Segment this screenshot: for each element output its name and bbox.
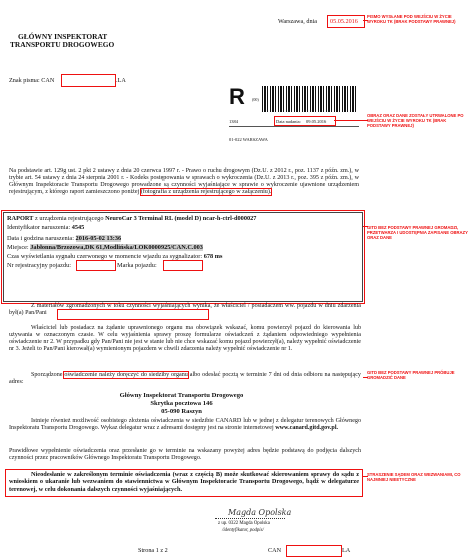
handwritten-signature: Magda Opolska bbox=[228, 508, 292, 517]
personal-submit-paragraph: Istnieje również możliwość osobistego złożenia oświadczenia w siedzibie CANARD lub w jednej z delegatur terenowych Głównego Inspektoratu Transportu Drogowego. Wykaz delegatur wraz z adresami dostępny jest na stronie internetowej www.canard.gitd.gov.pl. bbox=[9, 418, 361, 432]
report-plate-label: Nr rejestracyjny pojazdu: bbox=[7, 262, 71, 269]
report-line2: Identyfikator naruszenia: 4545 bbox=[7, 224, 85, 231]
org-line1: GŁÓWNY INSPEKTORAT bbox=[18, 32, 108, 41]
owner-name-redaction bbox=[57, 309, 209, 320]
footer-ref-redaction bbox=[286, 545, 342, 557]
org-line2: TRANSPORTU DROGOWEGO bbox=[10, 40, 115, 49]
owner-paragraph: Z materiałów zgromadzonych w toku czynności wyjaśniających wynika, że właściciel / posiadaczem ww. pojazdu w dniu zdarzenia był(a) Pan/Pani bbox=[9, 303, 361, 317]
annotation-photo: OBRAZ ORAZ DANE ZOSTAŁY UTRWALONE PO WEJŚCIU W ŻYCIE WYROKU TK (BRAK PODSTAWY PRAWNEJ) bbox=[367, 113, 464, 129]
page-number: Strona 1 z 2 bbox=[138, 547, 168, 554]
annotation-date: PISMO WYSŁANE POD WEJŚCIU W ŻYCIE WYROKU TK (BRAK PODSTAWY PRAWNEJ) bbox=[367, 14, 456, 25]
post-divider bbox=[229, 126, 359, 127]
report-line3: Data i godzina naruszenia: 2016-05-02 13:36 bbox=[7, 235, 122, 242]
make-redaction bbox=[163, 260, 203, 271]
form-paragraph: Prawidłowe wypełnienie oświadczenia oraz przesłanie go w terminie na wskazany powyżej adres będzie podstawą do podjęcia dalszych czynności przez pracowników Głównego Inspektoratu Transportu Drogowego. bbox=[9, 448, 361, 462]
report-make-label: Marka pojazdu: bbox=[117, 262, 157, 269]
date-sent-label: Data nadania: bbox=[276, 119, 301, 124]
registered-code: (00) bbox=[252, 97, 259, 102]
date-sent: 09.05.2016 bbox=[306, 119, 327, 124]
barcode bbox=[262, 86, 358, 112]
intro-paragraph bbox=[9, 168, 359, 196]
address-line1: Główny Inspektorat Transportu Drogowego bbox=[119, 392, 244, 399]
signature-name: z up. 0322 Magda Opolska bbox=[218, 521, 270, 526]
submit-highlight: oświadczenie należy doręczyć do siedziby organu bbox=[64, 372, 188, 378]
date-sent-box bbox=[274, 116, 336, 126]
plate-redaction bbox=[76, 260, 116, 271]
annotation-submit: GITD BEZ PODSTAWY PRAWNEJ PRÓBUJE GROMADZIĆ DANE bbox=[367, 370, 455, 381]
address-line2: Skrytka pocztowa 146 bbox=[150, 400, 213, 407]
submit-paragraph: Sporządzone oświadczenie należy doręczyć do siedziby organu albo odesłać pocztą w terminie 7 dni od dnia odbioru na następujący adres: bbox=[9, 372, 361, 386]
annotation-warning: STRASZENIE SĄDEM ORAZ WEZWANIAMI, CO NAJMNIEJ NIEETYCZNE bbox=[367, 472, 461, 483]
photo-note-highlight: (fotografia z urządzenia rejestrującego w załączeniu). bbox=[140, 189, 272, 196]
report-line5: Czas wyświetlania sygnału czerwonego w momencie wjazdu za sygnalizator: 678 ms bbox=[7, 253, 223, 260]
post-office: 01-022 WARSZAWA bbox=[229, 137, 268, 142]
date-highlight-box bbox=[327, 15, 365, 28]
address-line3: 05-090 Raszyn bbox=[161, 408, 202, 415]
reference-label: Znak pisma: CAN bbox=[9, 77, 55, 84]
connector-2 bbox=[334, 120, 368, 121]
annotation-report: GITD BEZ PODSTAWY PRAWNEJ GROMADZI, PRZETWARZA I UDOSTĘPNIA ZAPISANE OBRAZY ORAZ DANE bbox=[367, 225, 468, 241]
website-link[interactable]: www.canard.gitd.gov.pl. bbox=[275, 425, 339, 432]
place-date-label: Warszawa, dnia bbox=[278, 18, 318, 25]
warning-highlight-box bbox=[5, 469, 363, 497]
intro-text: Na podstawie art. 129g ust. 2 pkt 2 ustawy z dnia 20 czerwca 1997 r. - Prawo o ruchu drogowym (Dz.U. z 2012 r., poz. 1137 z późn. zm.), w trybie art. 54 ustawy z dnia 24 sierpnia 2001 r. - Kodeks postępowania w sprawach o wykroczenia (Dz.U. z 2013 r., poz. 395 z późn. zm.), w Głównym Inspektoracie Transportu Drogowego prowadzone są czynności wyjaśniające w sprawie o wykroczenie ujawnione urządzeniem rejestrującym, z którego raport zamieszczono poniżej bbox=[9, 168, 359, 196]
report-line4: Miejsce: Jabłonna/Brzozowa,DK 61,Modlińska/LOK0000925/CAN.C.003 bbox=[7, 244, 203, 251]
letter-date: 05.05.2016 bbox=[330, 18, 358, 25]
duty-paragraph: Właściciel lub posiadacz na żądanie uprawnionego organu ma obowiązek wskazać, komu powierzył pojazd do kierowania lub używania w oznaczonym czasie. W celu wyjaśnienia sprawy proszę formularze oświadczeń z żądaniem odpowiedniego wypełnienia oświadczenie nr 2. W przypadku gdy Pan/Pani nie jest w stanie lub nie chce wskazać komu pojazd powierzył(a), należy wypełnić oświadczenie nr 3. Jeżeli to Pan/Pani kierował(a) wymienionym pojazdem w chwili zdarzenia należy wypełnić oświadczenie nr 1. bbox=[9, 325, 361, 353]
registered-letter-mark: R bbox=[229, 84, 245, 109]
warning-paragraph: Nieodesłanie w zakreślonym terminie oświadczenia (wraz z częścią B) może skutkować skierowaniem sprawy do sądu z wnioskiem o ukaranie lub wezwaniem do stawiennictwa w Głównym Inspektoracie Transportu Drogowego, bądź w delegaturze terenowej, w celu dokonania dalszych czynności wyjaśniających. bbox=[9, 471, 359, 493]
signature-caption: /identyfikator, podpis/ bbox=[222, 528, 264, 533]
reference-suffix: .LA bbox=[116, 77, 126, 84]
footer-ref-prefix: CAN bbox=[268, 547, 282, 554]
post-number: 1384 bbox=[229, 119, 238, 124]
report-line1: RAPORT z urządzenia rejestrującego NeuroCar 3 Terminal RL (model D) ncar-h-ctrl-d000027 bbox=[7, 215, 257, 222]
footer-ref-suffix: LA bbox=[342, 547, 351, 554]
reference-redaction bbox=[61, 74, 116, 87]
signature-line bbox=[215, 518, 285, 519]
